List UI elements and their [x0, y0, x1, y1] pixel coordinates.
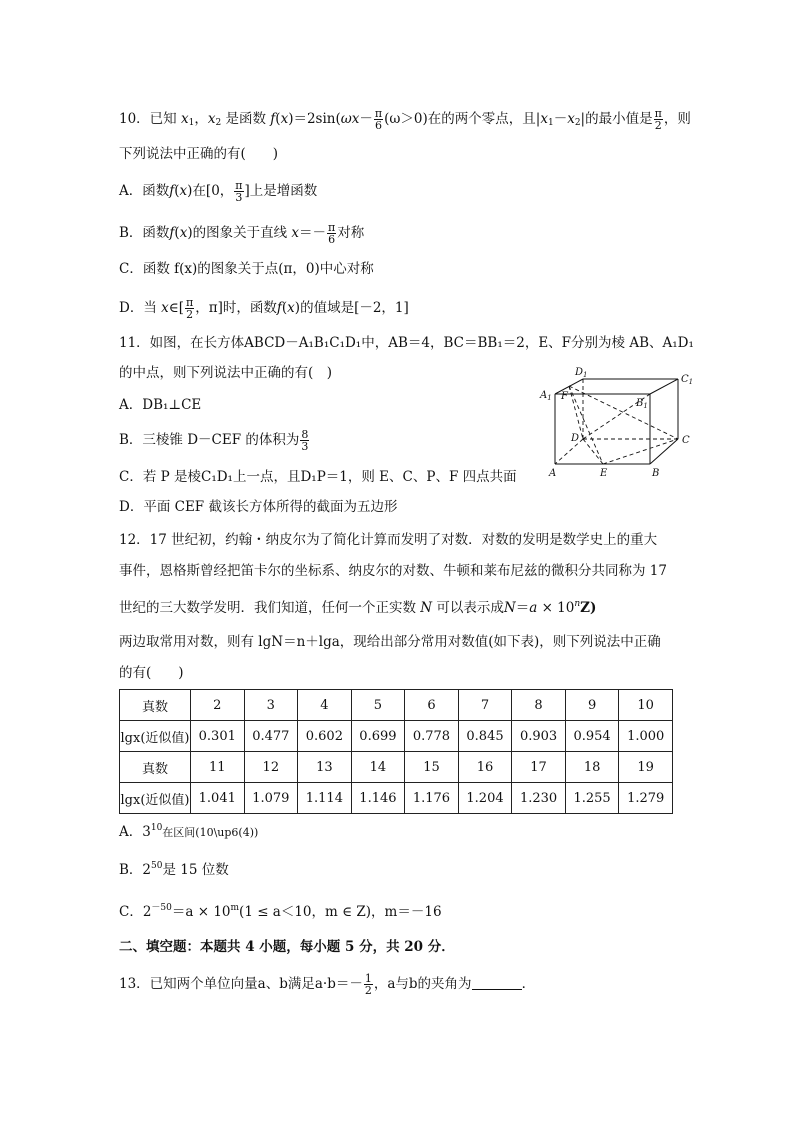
table-cell: 1.255: [565, 783, 619, 814]
q12-text: Z): [580, 600, 597, 616]
section-heading: 二、填空题：本题共 4 小题，每小题 5 分，共 20 分．: [119, 939, 455, 955]
q10-option-d: D．当 x∈[ $\frac{\pi}{2}$ ，π]时，函数f(x)的值域是[－2，1]: [119, 296, 409, 321]
table-cell: 14: [351, 752, 405, 783]
fraction-pi-over-2: [654, 108, 663, 131]
edge-c1-b1: [650, 379, 678, 394]
q11-option-c: C．若 P 是棱C₁D₁上一点，且D₁P＝1，则 E、C、P、F 四点共面: [119, 469, 517, 485]
q13-text: ．: [521, 976, 536, 992]
option-text: B．函数: [119, 225, 170, 241]
q10-text: (ω＞0)在的两个零点，且|: [384, 111, 541, 127]
table-cell: 1.204: [458, 783, 512, 814]
table-cell: 0.699: [351, 721, 405, 752]
denominator: 6: [328, 233, 336, 246]
denominator: 6: [375, 119, 383, 132]
answer-blank[interactable]: [472, 976, 522, 990]
edge-c-b: [650, 439, 678, 464]
segment-e-c: [603, 439, 678, 464]
table-cell: 1.000: [619, 721, 673, 752]
fraction-8-over-3: [300, 429, 309, 452]
numerator: π: [186, 296, 194, 309]
label-a: A: [549, 468, 557, 479]
table-row: [120, 752, 673, 783]
q12-line5: 的有( ): [119, 665, 184, 681]
segment-f-e: [569, 386, 603, 464]
q13-text: ，a与b的夹角为: [373, 976, 472, 992]
q10-text: 10．已知: [119, 111, 177, 127]
table-cell: 4: [298, 690, 352, 721]
q10-option-c: C．函数 f(x)的图象关于点(π，0)中心对称: [119, 261, 374, 277]
table-cell: 1.079: [244, 783, 298, 814]
option-text: ＝a × 10: [171, 904, 231, 920]
denominator: 3: [301, 440, 309, 453]
numerator: π: [374, 107, 383, 120]
q10-text: |的最小值是: [580, 111, 653, 127]
table-row: [120, 783, 673, 814]
numerator: 1: [364, 972, 372, 985]
table-cell: 16: [458, 752, 512, 783]
table-cell: 0.903: [512, 721, 566, 752]
table-cell: 13: [298, 752, 352, 783]
cuboid-figure: [535, 365, 695, 480]
q12-line3: 世纪的三大数学发明．我们知道，任何一个正实数 N 可以表示成$N=a \times 10^nZ$): [119, 599, 597, 616]
label-a1: $A_1$: [540, 390, 552, 402]
table-cell: 0.477: [244, 721, 298, 752]
q12-line2: 事件，恩格斯曾经把笛卡尔的坐标系、纳皮尔的对数、牛顿和莱布尼兹的微积分共同称为 17: [119, 563, 667, 579]
label-d1: $D_1$: [575, 367, 588, 379]
option-text: 是 15 位数: [162, 862, 229, 878]
row-header-cell: lgx(近似值): [120, 783, 191, 814]
q10-option-b: B．函数f(x)的图象关于直线 x＝－ $\frac{\pi}{6}$ 对称: [119, 221, 365, 246]
q12-text: 可以表示成: [436, 600, 504, 616]
q10-text: ，则: [663, 111, 691, 127]
option-text: ，π]时，函数: [195, 300, 277, 316]
option-text: ]上是增函数: [244, 183, 318, 199]
table-row: [120, 721, 673, 752]
fraction-pi-over-6: [327, 222, 336, 245]
exponent: 10: [150, 823, 163, 833]
table-cell: 0.845: [458, 721, 512, 752]
q12-option-c: [119, 903, 442, 921]
table-cell: 1.279: [619, 783, 673, 814]
exponent: 50: [151, 861, 163, 871]
label-c: C: [682, 435, 690, 446]
log-table: [119, 689, 673, 814]
table-cell: 17: [512, 752, 566, 783]
q11-option-a: A．DB₁⊥CE: [119, 397, 202, 413]
table-cell: 3: [244, 690, 298, 721]
exponent: m: [230, 903, 240, 913]
table-cell: 9: [565, 690, 619, 721]
table-row: [120, 690, 673, 721]
option-text: 在区间(10\up6(4)): [162, 826, 259, 839]
q12-option-b: [119, 861, 229, 879]
q13-line: [119, 973, 535, 996]
q10-line2: 下列说法中正确的有( ): [119, 146, 279, 162]
label-f: F: [561, 391, 568, 402]
numerator: π: [328, 221, 336, 234]
fraction-pi-over-3: [234, 180, 243, 203]
table-cell: 18: [565, 752, 619, 783]
q12-text: 世纪的三大数学发明．我们知道，任何一个正实数: [119, 600, 416, 616]
table-cell: 0.954: [565, 721, 619, 752]
table-cell: 7: [458, 690, 512, 721]
label-c1: $C_1$: [681, 374, 694, 386]
q11-option-d: D．平面 CEF 截该长方体所得的截面为五边形: [119, 499, 398, 515]
option-text: D．当: [119, 300, 157, 316]
fraction-pi-over-6: [374, 108, 383, 131]
row-header-cell: 真数: [120, 690, 191, 721]
option-text: 在[0，: [192, 183, 234, 199]
segment-d-e: [583, 439, 603, 464]
option-text: (1 ≤ a＜10，m ∈ Z)，m＝－16: [239, 904, 442, 920]
q12-line1: 12．17 世纪初，约翰・纳皮尔为了简化计算而发明了对数．对数的发明是数学史上的重大: [119, 532, 658, 548]
numerator: π: [235, 179, 243, 192]
row-header-cell: lgx(近似值): [120, 721, 191, 752]
table-cell: 12: [244, 752, 298, 783]
q12-option-a: [119, 823, 258, 842]
q10-text: 是函数: [225, 111, 266, 127]
q13-text: 13．已知两个单位向量a、b满足a·b＝－: [119, 976, 363, 992]
label-e: E: [600, 468, 608, 479]
table-cell: 15: [405, 752, 459, 783]
option-text: 的值域是[－2，1]: [300, 300, 409, 316]
q10-line1: 10．已知 $x_1$，$x_2$ 是函数 f(x)＝2sin(ωx－ $\frac{\pi}{6}$ (ω＞0)在的两个零点，且$|x_1-x_2|$的最小值是 $\frac{\pi}{2}$ ，则: [119, 107, 691, 132]
denominator: 2: [654, 119, 662, 132]
option-text: B．2: [119, 862, 152, 878]
table-cell: 10: [619, 690, 673, 721]
table-cell: 1.146: [351, 783, 405, 814]
q12-line4: 两边取常用对数，则有 lgN＝n＋lga，现给出部分常用对数值(如下表)，则下列说法中正确: [119, 634, 661, 650]
table-cell: 1.230: [512, 783, 566, 814]
table-cell: 1.041: [191, 783, 245, 814]
table-cell: 11: [191, 752, 245, 783]
label-d: D: [571, 433, 580, 444]
q10-option-a: A．函数f(x)在[0， $\frac{\pi}{3}$ ]上是增函数: [119, 179, 318, 204]
option-text: C．2: [119, 904, 152, 920]
option-text: A．函数: [119, 183, 170, 199]
table-cell: 19: [619, 752, 673, 783]
table-cell: 5: [351, 690, 405, 721]
table-cell: 1.114: [298, 783, 352, 814]
row-header-cell: 真数: [120, 752, 191, 783]
numerator: 8: [301, 428, 309, 441]
fraction-1-over-2: [364, 973, 373, 996]
table-cell: 0.778: [405, 721, 459, 752]
table-cell: 8: [512, 690, 566, 721]
fraction-pi-over-2: [185, 297, 194, 320]
table-cell: 0.602: [298, 721, 352, 752]
option-text: 对称: [337, 225, 365, 241]
table-cell: 6: [405, 690, 459, 721]
table-cell: 2: [191, 690, 245, 721]
label-b: B: [652, 468, 660, 479]
denominator: 2: [364, 984, 372, 997]
option-text: 的图象关于直线: [192, 225, 288, 241]
table-cell: 0.301: [191, 721, 245, 752]
denominator: 2: [186, 308, 194, 321]
label-b1: $B_1$: [636, 398, 648, 410]
option-text: B．三棱锥 D－CEF 的体积为: [119, 432, 300, 448]
numerator: π: [654, 107, 662, 120]
q11-option-b: [119, 429, 310, 452]
table-cell: 1.176: [405, 783, 459, 814]
denominator: 3: [235, 191, 243, 204]
q11-line2: 的中点，则下列说法中正确的有( ): [119, 365, 333, 381]
q11-line1: 11．如图，在长方体ABCD－A₁B₁C₁D₁中，AB＝4，BC＝BB₁＝2，E、F分别为棱 AB、A₁D₁: [119, 335, 694, 351]
option-text: A．3: [119, 824, 151, 840]
exponent: －50: [151, 903, 172, 913]
